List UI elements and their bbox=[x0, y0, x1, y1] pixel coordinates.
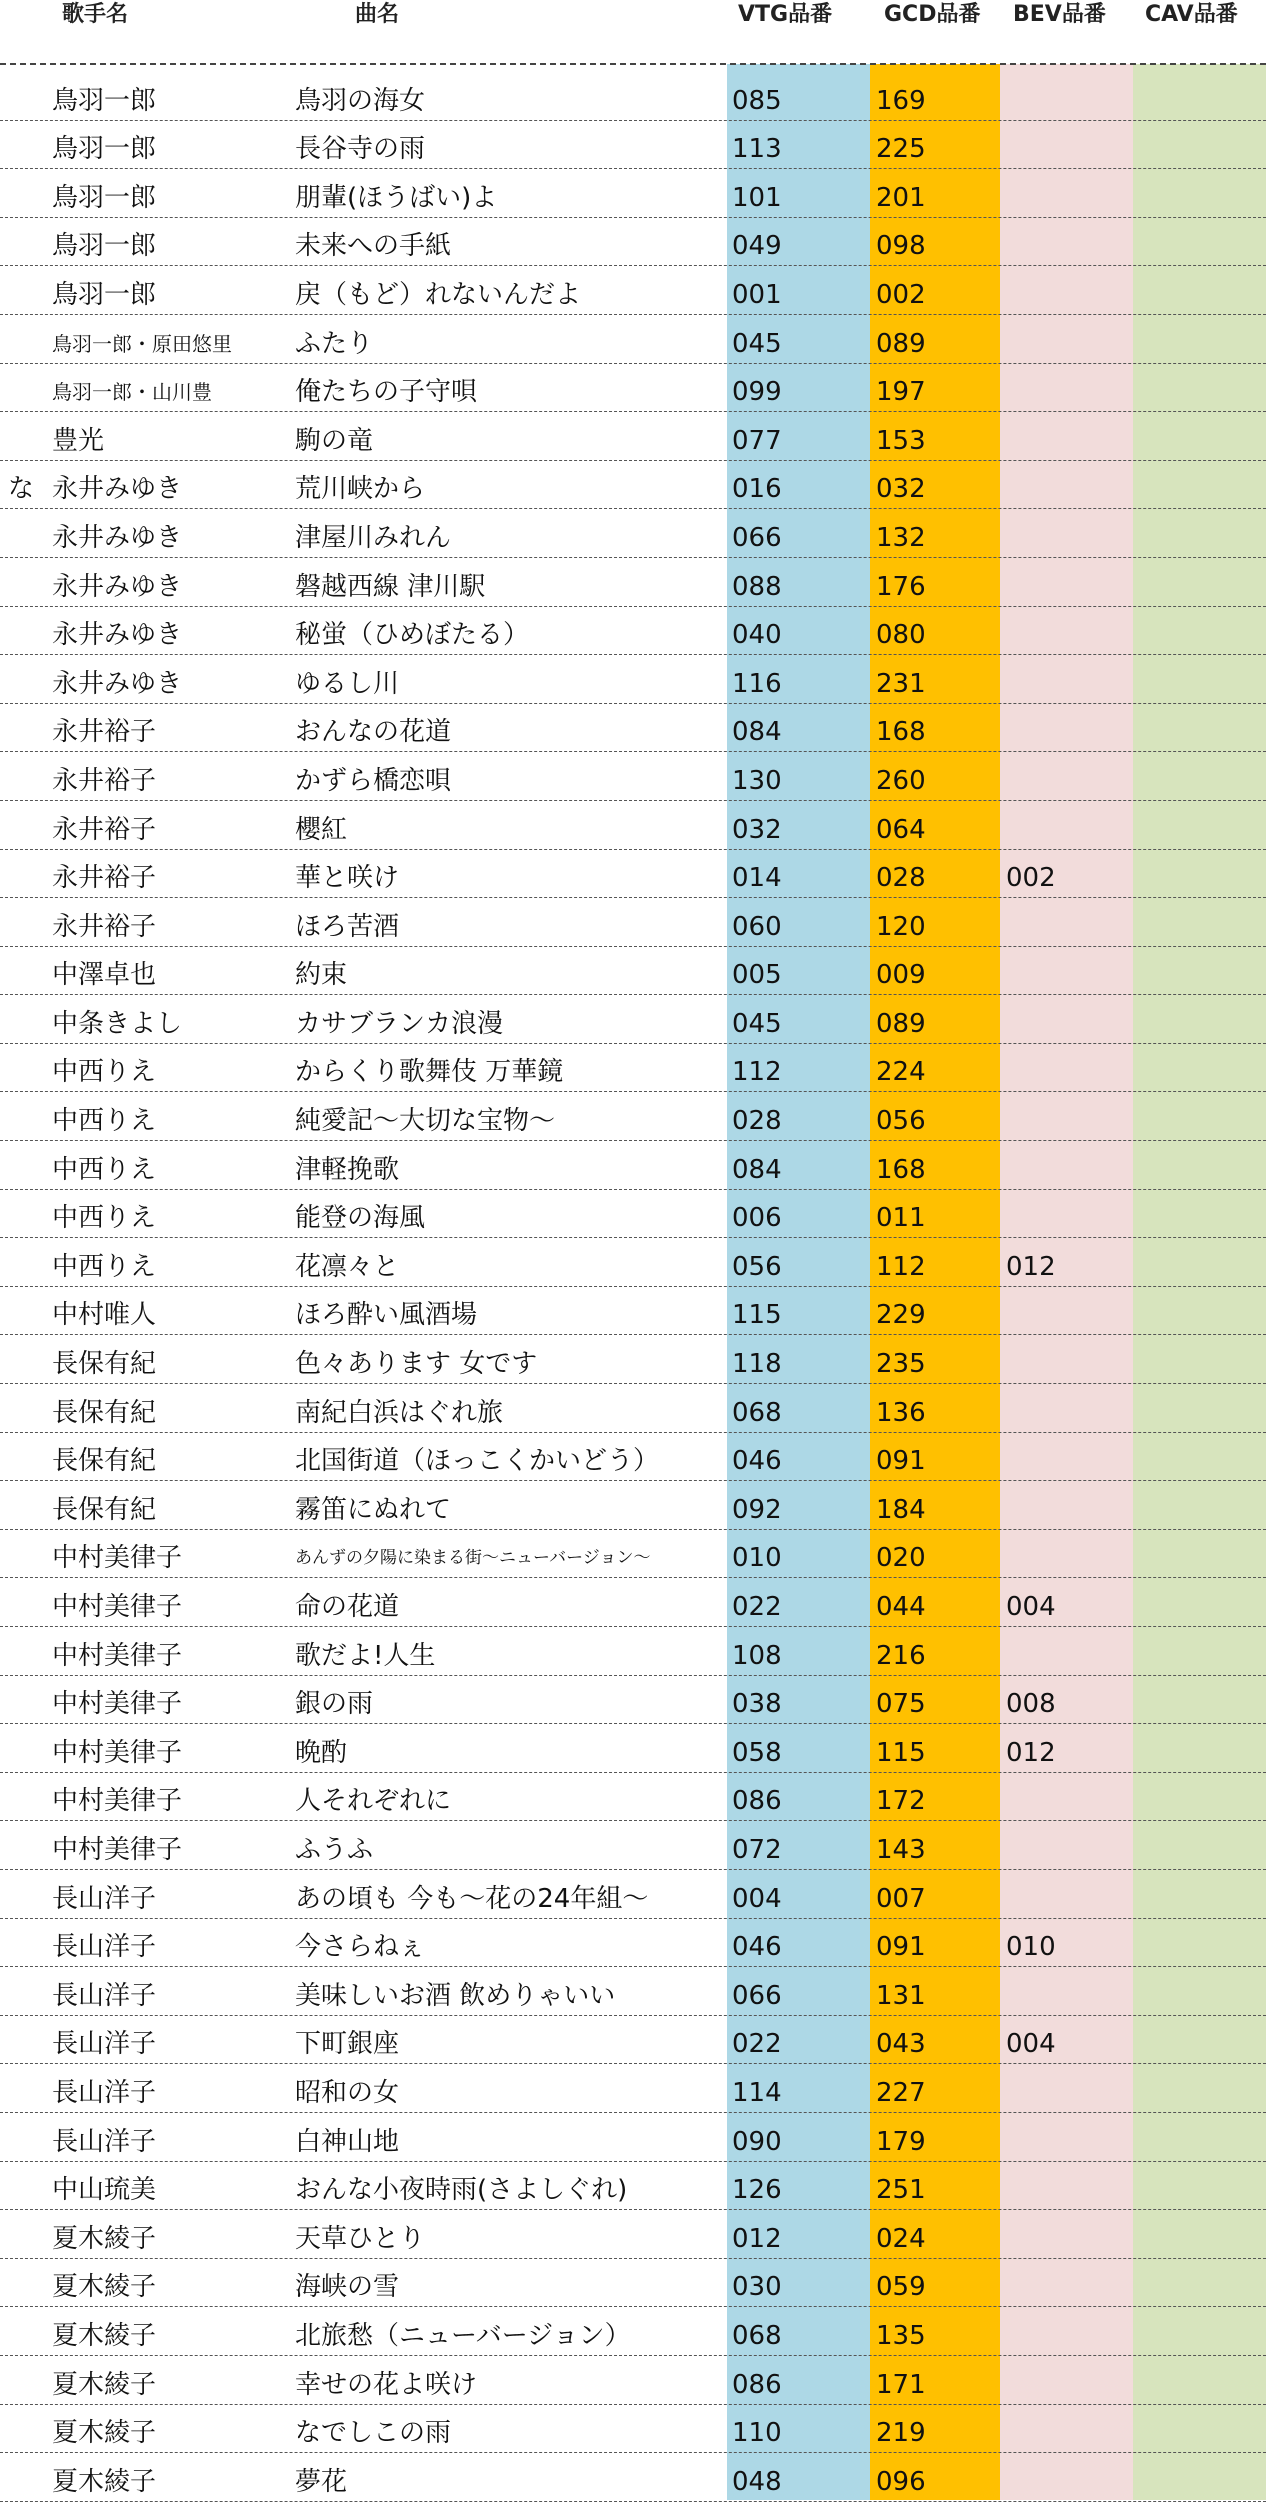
table-row bbox=[0, 315, 1266, 364]
gcd-cell: 179 bbox=[876, 2126, 926, 2157]
gcd-cell: 153 bbox=[876, 425, 926, 456]
singer-cell: 長保有紀 bbox=[52, 1446, 157, 1477]
table-row bbox=[0, 1627, 1266, 1676]
table-row bbox=[0, 2307, 1266, 2356]
vtg-cell: 072 bbox=[732, 1834, 782, 1865]
song-cell: 能登の海風 bbox=[295, 1203, 426, 1234]
singer-cell: 中条きよし bbox=[52, 1008, 183, 1039]
song-cell: 美味しいお酒 飲めりゃいい bbox=[295, 1980, 616, 2011]
vtg-cell: 030 bbox=[732, 2272, 782, 2303]
table-row bbox=[0, 266, 1266, 315]
table-row bbox=[0, 2453, 1266, 2502]
vtg-cell: 022 bbox=[732, 2029, 782, 2060]
gcd-cell: 219 bbox=[876, 2418, 926, 2449]
vtg-cell: 108 bbox=[732, 1640, 782, 1671]
vtg-cell: 088 bbox=[732, 571, 782, 602]
gcd-cell: 135 bbox=[876, 2320, 926, 2351]
vtg-cell: 046 bbox=[732, 1446, 782, 1477]
header-bev: BEV品番 bbox=[1013, 2, 1106, 27]
singer-cell: 永井みゆき bbox=[52, 620, 183, 651]
gcd-cell: 168 bbox=[876, 717, 926, 748]
gcd-cell: 216 bbox=[876, 1640, 926, 1671]
singer-cell: 中澤卓也 bbox=[52, 960, 157, 991]
singer-cell: 中西りえ bbox=[52, 1057, 157, 1088]
song-cell: 下町銀座 bbox=[295, 2029, 400, 2060]
table-row bbox=[0, 1141, 1266, 1190]
song-cell: 純愛記～大切な宝物～ bbox=[295, 1106, 556, 1137]
gcd-cell: 136 bbox=[876, 1397, 926, 1428]
song-cell: なでしこの雨 bbox=[295, 2418, 452, 2449]
gcd-cell: 172 bbox=[876, 1786, 926, 1817]
song-cell: 今さらねぇ bbox=[295, 1932, 426, 1963]
singer-cell: 鳥羽一郎 bbox=[52, 279, 157, 310]
vtg-cell: 112 bbox=[732, 1057, 782, 1088]
table-row bbox=[0, 121, 1266, 170]
gcd-cell: 064 bbox=[876, 814, 926, 845]
vtg-cell: 115 bbox=[732, 1300, 782, 1331]
vtg-cell: 068 bbox=[732, 2320, 782, 2351]
table-row bbox=[0, 1919, 1266, 1968]
table-row bbox=[0, 72, 1266, 121]
vtg-cell: 114 bbox=[732, 2077, 782, 2108]
gcd-cell: 224 bbox=[876, 1057, 926, 1088]
gcd-cell: 229 bbox=[876, 1300, 926, 1331]
song-cell: ふうふ bbox=[295, 1834, 374, 1865]
singer-cell: 永井みゆき bbox=[52, 474, 183, 505]
vtg-cell: 092 bbox=[732, 1494, 782, 1525]
singer-cell: 夏木綾子 bbox=[52, 2272, 157, 2303]
song-cell: 櫻紅 bbox=[295, 814, 348, 845]
singer-cell: 豊光 bbox=[52, 425, 105, 456]
row-index-letter: な bbox=[8, 474, 35, 505]
gcd-cell: 075 bbox=[876, 1689, 926, 1720]
table-row bbox=[0, 1724, 1266, 1773]
vtg-cell: 045 bbox=[732, 328, 782, 359]
singer-cell: 夏木綾子 bbox=[52, 2320, 157, 2351]
vtg-cell: 046 bbox=[732, 1932, 782, 1963]
vtg-cell: 006 bbox=[732, 1203, 782, 1234]
singer-cell: 長山洋子 bbox=[52, 2029, 157, 2060]
song-cell: 津軽挽歌 bbox=[295, 1154, 400, 1185]
table-row bbox=[0, 2113, 1266, 2162]
vtg-cell: 040 bbox=[732, 620, 782, 651]
gcd-cell: 043 bbox=[876, 2029, 926, 2060]
table-row bbox=[0, 2016, 1266, 2065]
table-row bbox=[0, 1190, 1266, 1239]
song-cell: 俺たちの子守唄 bbox=[295, 377, 478, 408]
singer-cell: 鳥羽一郎・原田悠里 bbox=[52, 331, 232, 356]
gcd-cell: 028 bbox=[876, 863, 926, 894]
song-cell: ほろ酔い風酒場 bbox=[295, 1300, 478, 1331]
gcd-cell: 131 bbox=[876, 1980, 926, 2011]
gcd-cell: 115 bbox=[876, 1737, 926, 1768]
bev-cell: 002 bbox=[1006, 863, 1056, 894]
vtg-cell: 058 bbox=[732, 1737, 782, 1768]
vtg-cell: 028 bbox=[732, 1106, 782, 1137]
vtg-cell: 118 bbox=[732, 1349, 782, 1380]
table-row bbox=[0, 2405, 1266, 2454]
vtg-cell: 045 bbox=[732, 1008, 782, 1039]
song-cell: 晩酌 bbox=[295, 1737, 348, 1768]
singer-cell: 中山琉美 bbox=[52, 2175, 157, 2206]
table-row bbox=[0, 2162, 1266, 2211]
song-cell: 荒川峡から bbox=[295, 474, 426, 505]
table-row bbox=[0, 1433, 1266, 1482]
table-row bbox=[0, 655, 1266, 704]
singer-cell: 中村美律子 bbox=[52, 1834, 183, 1865]
table-row bbox=[0, 1335, 1266, 1384]
vtg-cell: 110 bbox=[732, 2418, 782, 2449]
vtg-cell: 005 bbox=[732, 960, 782, 991]
vtg-cell: 101 bbox=[732, 182, 782, 213]
table-row bbox=[0, 995, 1266, 1044]
singer-cell: 永井みゆき bbox=[52, 668, 183, 699]
singer-cell: 中西りえ bbox=[52, 1154, 157, 1185]
gcd-cell: 143 bbox=[876, 1834, 926, 1865]
vtg-cell: 113 bbox=[732, 134, 782, 165]
singer-cell: 中西りえ bbox=[52, 1203, 157, 1234]
gcd-cell: 089 bbox=[876, 1008, 926, 1039]
song-cell: 磐越西線 津川駅 bbox=[295, 571, 486, 602]
singer-cell: 中村美律子 bbox=[52, 1543, 183, 1574]
table-row bbox=[0, 1044, 1266, 1093]
vtg-cell: 077 bbox=[732, 425, 782, 456]
song-cell: 昭和の女 bbox=[295, 2077, 400, 2108]
song-cell: 秘蛍（ひめぼたる） bbox=[295, 620, 530, 651]
table-row bbox=[0, 1092, 1266, 1141]
singer-cell: 中村唯人 bbox=[52, 1300, 157, 1331]
gcd-cell: 044 bbox=[876, 1592, 926, 1622]
gcd-cell: 231 bbox=[876, 668, 926, 699]
singer-cell: 中村美律子 bbox=[52, 1689, 183, 1720]
song-cell: 南紀白浜はぐれ旅 bbox=[295, 1397, 504, 1428]
table-row bbox=[0, 1481, 1266, 1530]
bev-cell: 012 bbox=[1006, 1737, 1056, 1768]
song-cell: 戻（もど）れないんだよ bbox=[295, 279, 582, 310]
table-row bbox=[0, 1967, 1266, 2016]
table-row bbox=[0, 607, 1266, 656]
song-cell: 霧笛にぬれて bbox=[295, 1494, 452, 1525]
singer-cell: 永井みゆき bbox=[52, 571, 183, 602]
gcd-cell: 169 bbox=[876, 85, 926, 116]
bev-cell: 004 bbox=[1006, 2029, 1056, 2060]
singer-cell: 中村美律子 bbox=[52, 1737, 183, 1768]
song-cell: 鳥羽の海女 bbox=[295, 85, 426, 116]
gcd-cell: 235 bbox=[876, 1349, 926, 1380]
header-divider bbox=[0, 63, 1266, 65]
singer-cell: 長山洋子 bbox=[52, 1883, 157, 1914]
table-row bbox=[0, 704, 1266, 753]
vtg-cell: 056 bbox=[732, 1251, 782, 1282]
vtg-cell: 060 bbox=[732, 911, 782, 942]
gcd-cell: 002 bbox=[876, 279, 926, 310]
gcd-cell: 176 bbox=[876, 571, 926, 602]
song-cell: 駒の竜 bbox=[295, 425, 374, 456]
singer-cell: 長山洋子 bbox=[52, 2077, 157, 2108]
table-row bbox=[0, 1676, 1266, 1725]
singer-cell: 鳥羽一郎 bbox=[52, 182, 157, 213]
vtg-cell: 048 bbox=[732, 2466, 782, 2497]
gcd-cell: 059 bbox=[876, 2272, 926, 2303]
table-row bbox=[0, 169, 1266, 218]
vtg-cell: 090 bbox=[732, 2126, 782, 2157]
singer-cell: 鳥羽一郎・山川豊 bbox=[52, 380, 212, 405]
table-row bbox=[0, 850, 1266, 899]
bev-cell: 004 bbox=[1006, 1592, 1056, 1622]
vtg-cell: 099 bbox=[732, 377, 782, 408]
table-row bbox=[0, 947, 1266, 996]
song-cell: 津屋川みれん bbox=[295, 522, 452, 553]
song-cell: 海峡の雪 bbox=[295, 2272, 400, 2303]
song-cell: 北旅愁（ニューバージョン） bbox=[295, 2320, 631, 2351]
vtg-cell: 086 bbox=[732, 2369, 782, 2400]
vtg-cell: 084 bbox=[732, 1154, 782, 1185]
song-cell: ふたり bbox=[295, 328, 374, 359]
song-cell: 花凛々と bbox=[295, 1251, 400, 1282]
table-row bbox=[0, 364, 1266, 413]
singer-cell: 永井裕子 bbox=[52, 863, 157, 894]
vtg-cell: 086 bbox=[732, 1786, 782, 1817]
table-row bbox=[0, 1238, 1266, 1287]
gcd-cell: 024 bbox=[876, 2223, 926, 2254]
song-cell: 人それぞれに bbox=[295, 1786, 452, 1817]
table-header bbox=[0, 0, 1266, 64]
vtg-cell: 084 bbox=[732, 717, 782, 748]
gcd-cell: 225 bbox=[876, 134, 926, 165]
table-row bbox=[0, 218, 1266, 267]
song-cell: 夢花 bbox=[295, 2466, 348, 2497]
gcd-cell: 260 bbox=[876, 765, 926, 796]
song-table-body bbox=[0, 72, 1266, 2502]
gcd-cell: 032 bbox=[876, 474, 926, 505]
gcd-cell: 227 bbox=[876, 2077, 926, 2108]
table-row bbox=[0, 558, 1266, 607]
vtg-cell: 032 bbox=[732, 814, 782, 845]
header-song: 曲名 bbox=[355, 2, 400, 27]
gcd-cell: 011 bbox=[876, 1203, 926, 1234]
table-row bbox=[0, 2259, 1266, 2308]
song-cell: 朋輩(ほうばい)よ bbox=[295, 182, 498, 213]
vtg-cell: 116 bbox=[732, 668, 782, 699]
singer-cell: 長保有紀 bbox=[52, 1349, 157, 1380]
song-cell: かずら橋恋唄 bbox=[295, 765, 452, 796]
song-cell: 歌だよ!人生 bbox=[295, 1640, 436, 1671]
singer-cell: 鳥羽一郎 bbox=[52, 134, 157, 165]
singer-cell: 夏木綾子 bbox=[52, 2369, 157, 2400]
gcd-cell: 251 bbox=[876, 2175, 926, 2206]
gcd-cell: 089 bbox=[876, 328, 926, 359]
vtg-cell: 066 bbox=[732, 1980, 782, 2011]
table-row bbox=[0, 2210, 1266, 2259]
singer-cell: 長保有紀 bbox=[52, 1494, 157, 1525]
gcd-cell: 056 bbox=[876, 1106, 926, 1137]
singer-cell: 中村美律子 bbox=[52, 1640, 183, 1671]
singer-cell: 長山洋子 bbox=[52, 1980, 157, 2011]
vtg-cell: 068 bbox=[732, 1397, 782, 1428]
song-cell: あの頃も 今も～花の24年組～ bbox=[295, 1883, 649, 1914]
song-cell: 幸せの花よ咲け bbox=[295, 2369, 478, 2400]
vtg-cell: 126 bbox=[732, 2175, 782, 2206]
song-cell: おんなの花道 bbox=[295, 717, 452, 748]
bev-cell: 010 bbox=[1006, 1932, 1056, 1963]
header-singer: 歌手名 bbox=[62, 2, 129, 27]
singer-cell: 中西りえ bbox=[52, 1106, 157, 1137]
bev-cell: 012 bbox=[1006, 1251, 1056, 1282]
song-cell: ゆるし川 bbox=[295, 668, 400, 699]
song-cell: 白神山地 bbox=[295, 2126, 400, 2157]
table-row bbox=[0, 1821, 1266, 1870]
vtg-cell: 001 bbox=[732, 279, 782, 310]
gcd-cell: 098 bbox=[876, 231, 926, 262]
vtg-cell: 004 bbox=[732, 1883, 782, 1914]
gcd-cell: 171 bbox=[876, 2369, 926, 2400]
gcd-cell: 184 bbox=[876, 1494, 926, 1525]
table-row bbox=[0, 2064, 1266, 2113]
singer-cell: 中村美律子 bbox=[52, 1592, 183, 1622]
singer-cell: 永井裕子 bbox=[52, 765, 157, 796]
table-row bbox=[0, 1384, 1266, 1433]
singer-cell: 鳥羽一郎 bbox=[52, 231, 157, 262]
song-cell: おんな小夜時雨(さよしぐれ) bbox=[295, 2175, 628, 2206]
song-cell: 長谷寺の雨 bbox=[295, 134, 426, 165]
table-row bbox=[0, 1287, 1266, 1336]
vtg-cell: 016 bbox=[732, 474, 782, 505]
vtg-cell: 049 bbox=[732, 231, 782, 262]
table-row bbox=[0, 2356, 1266, 2405]
gcd-cell: 197 bbox=[876, 377, 926, 408]
gcd-cell: 020 bbox=[876, 1543, 926, 1574]
vtg-cell: 014 bbox=[732, 863, 782, 894]
vtg-cell: 010 bbox=[732, 1543, 782, 1574]
table-row bbox=[0, 898, 1266, 947]
gcd-cell: 091 bbox=[876, 1446, 926, 1477]
table-row bbox=[0, 1773, 1266, 1822]
song-cell: 華と咲け bbox=[295, 863, 400, 894]
song-cell: ほろ苦酒 bbox=[295, 911, 400, 942]
singer-cell: 夏木綾子 bbox=[52, 2223, 157, 2254]
table-row bbox=[0, 412, 1266, 461]
song-cell: からくり歌舞伎 万華鏡 bbox=[295, 1057, 564, 1088]
gcd-cell: 168 bbox=[876, 1154, 926, 1185]
singer-cell: 長山洋子 bbox=[52, 2126, 157, 2157]
singer-cell: 永井みゆき bbox=[52, 522, 183, 553]
song-cell: カサブランカ浪漫 bbox=[295, 1008, 504, 1039]
singer-cell: 長山洋子 bbox=[52, 1932, 157, 1963]
table-row bbox=[0, 509, 1266, 558]
song-cell: 色々あります 女です bbox=[295, 1349, 538, 1380]
gcd-cell: 009 bbox=[876, 960, 926, 991]
gcd-cell: 080 bbox=[876, 620, 926, 651]
singer-cell: 鳥羽一郎 bbox=[52, 85, 157, 116]
vtg-cell: 022 bbox=[732, 1592, 782, 1622]
song-cell: 天草ひとり bbox=[295, 2223, 426, 2254]
gcd-cell: 120 bbox=[876, 911, 926, 942]
vtg-cell: 012 bbox=[732, 2223, 782, 2254]
table-row bbox=[0, 801, 1266, 850]
song-cell: 銀の雨 bbox=[295, 1689, 374, 1720]
song-cell: 約束 bbox=[295, 960, 348, 991]
song-cell: 北国街道（ほっこくかいどう） bbox=[295, 1446, 660, 1477]
song-cell: 未来への手紙 bbox=[295, 231, 452, 262]
gcd-cell: 007 bbox=[876, 1883, 926, 1914]
table-row bbox=[0, 1578, 1266, 1627]
header-cav: CAV品番 bbox=[1145, 2, 1238, 27]
vtg-cell: 038 bbox=[732, 1689, 782, 1720]
song-cell: あんずの夕陽に染まる街～ニューバージョン～ bbox=[295, 1548, 651, 1569]
gcd-cell: 091 bbox=[876, 1932, 926, 1963]
singer-cell: 中村美律子 bbox=[52, 1786, 183, 1817]
header-vtg: VTG品番 bbox=[738, 2, 833, 27]
gcd-cell: 132 bbox=[876, 522, 926, 553]
vtg-cell: 130 bbox=[732, 765, 782, 796]
singer-cell: 夏木綾子 bbox=[52, 2418, 157, 2449]
singer-cell: 夏木綾子 bbox=[52, 2466, 157, 2497]
bev-cell: 008 bbox=[1006, 1689, 1056, 1720]
table-row bbox=[0, 1870, 1266, 1919]
table-row bbox=[0, 752, 1266, 801]
table-row bbox=[0, 461, 1266, 510]
singer-cell: 永井裕子 bbox=[52, 911, 157, 942]
singer-cell: 永井裕子 bbox=[52, 814, 157, 845]
vtg-cell: 066 bbox=[732, 522, 782, 553]
table-row bbox=[0, 1530, 1266, 1579]
singer-cell: 長保有紀 bbox=[52, 1397, 157, 1428]
singer-cell: 中西りえ bbox=[52, 1251, 157, 1282]
song-cell: 命の花道 bbox=[295, 1592, 400, 1622]
vtg-cell: 085 bbox=[732, 85, 782, 116]
gcd-cell: 112 bbox=[876, 1251, 926, 1282]
header-gcd: GCD品番 bbox=[884, 2, 981, 27]
gcd-cell: 096 bbox=[876, 2466, 926, 2497]
singer-cell: 永井裕子 bbox=[52, 717, 157, 748]
gcd-cell: 201 bbox=[876, 182, 926, 213]
